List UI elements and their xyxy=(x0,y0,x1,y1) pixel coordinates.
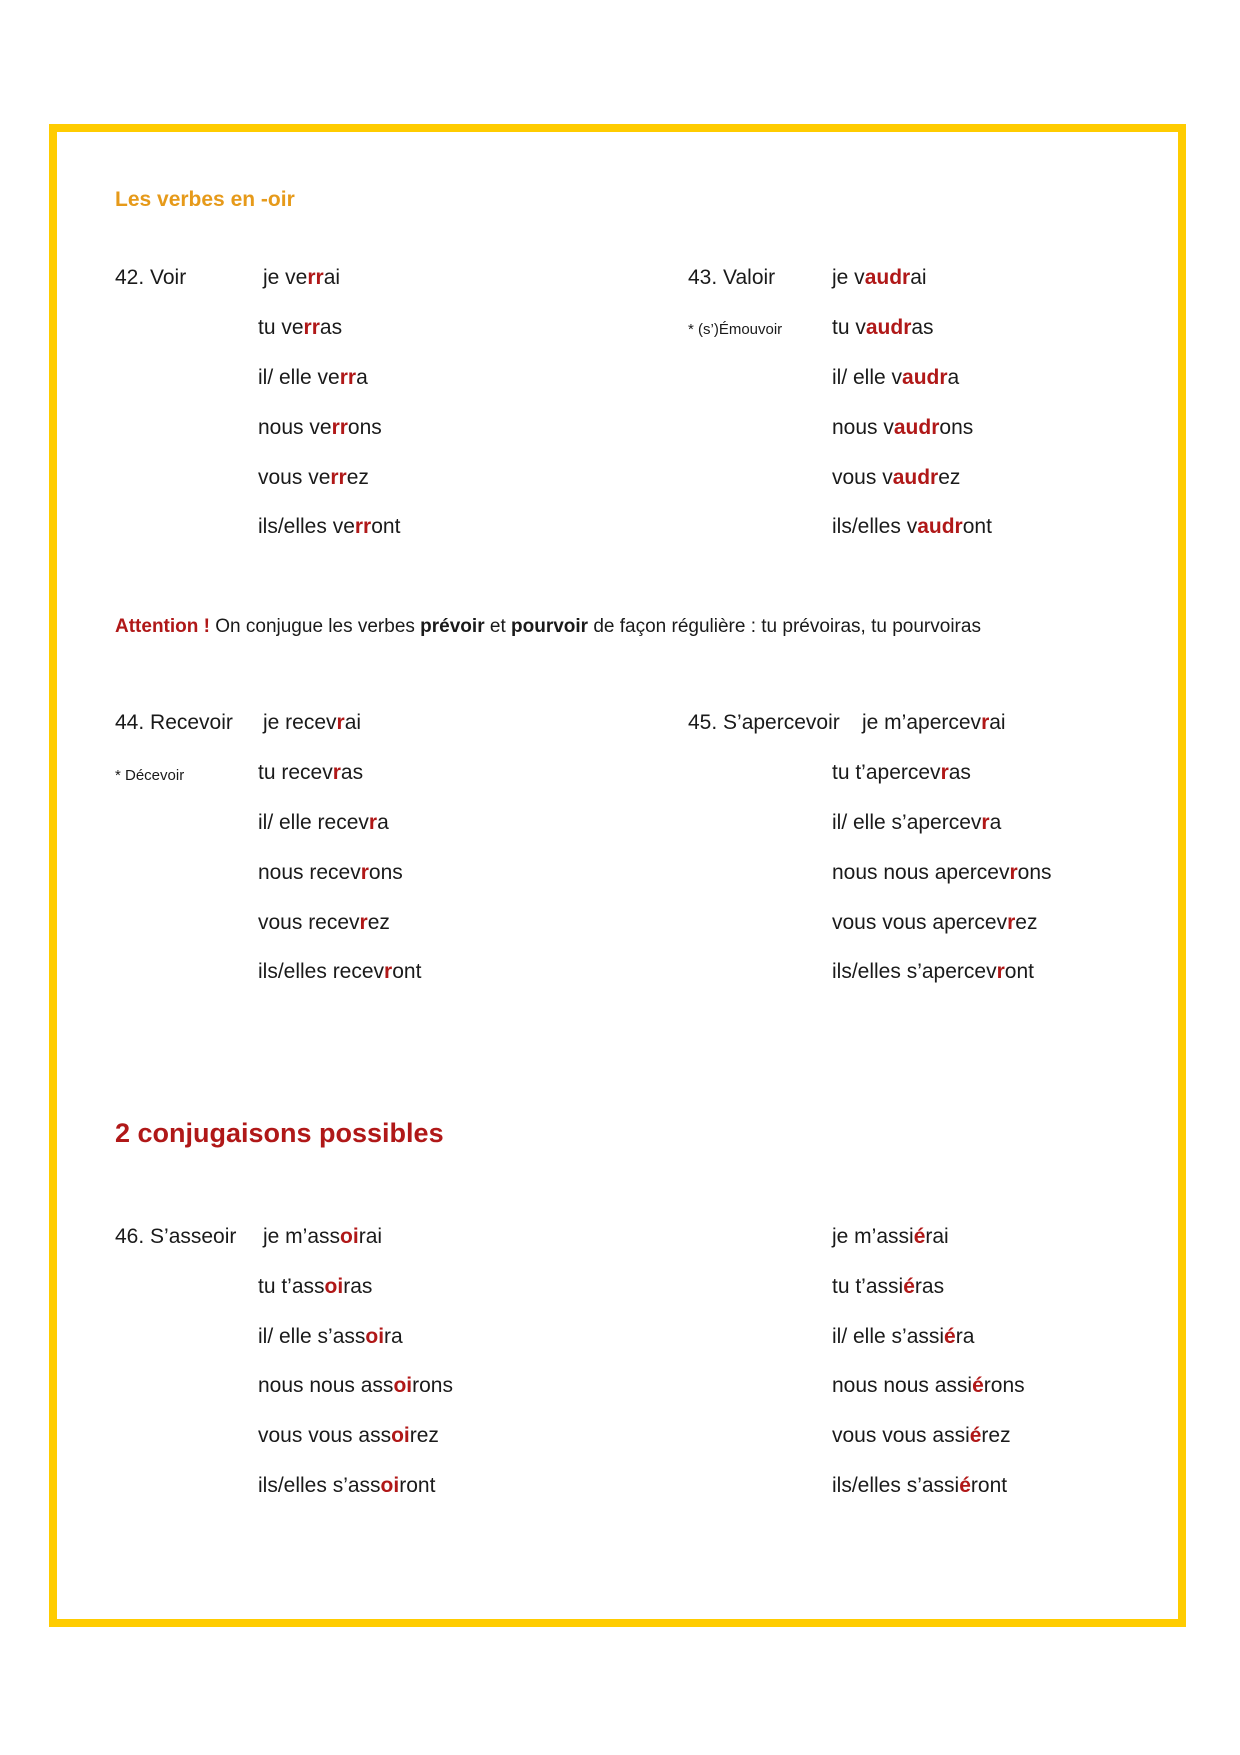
form-sapercevoir-nous: nous nous apercevrons xyxy=(832,861,1052,884)
form-sapercevoir-ils: ils/elles s’apercevront xyxy=(832,960,1034,983)
form-sasseoir-a-nous: nous nous assoirons xyxy=(258,1374,453,1397)
form-sasseoir-a-vous: vous vous assoirez xyxy=(258,1424,439,1447)
form-sasseoir-b-il: il/ elle s’assiéra xyxy=(832,1325,975,1348)
form-sasseoir-b-tu: tu t’assiéras xyxy=(832,1275,945,1298)
form-sasseoir-a-tu: tu t’assoiras xyxy=(258,1275,373,1298)
form-sapercevoir-il: il/ elle s’apercevra xyxy=(832,811,1002,834)
form-valoir-vous: vous vaudrez xyxy=(832,466,961,489)
form-recevoir-nous: nous recevrons xyxy=(258,861,403,884)
note-decevoir: * Décevoir xyxy=(115,767,185,784)
attention-note: Attention ! On conjugue les verbes prévoir et pourvoir de façon régulière : tu prévoiras, tu pourvoiras xyxy=(115,616,981,637)
form-sasseoir-b-vous: vous vous assiérez xyxy=(832,1424,1011,1447)
verb-label-valoir: 43. Valoir xyxy=(688,266,776,289)
note-emouvoir: * (s’)Émouvoir xyxy=(688,321,783,338)
form-sapercevoir-je: je m’apercevrai xyxy=(862,711,1006,734)
form-recevoir-tu: tu recevras xyxy=(258,761,364,784)
form-voir-je: je verrai xyxy=(263,266,341,289)
form-valoir-il: il/ elle vaudra xyxy=(832,366,960,389)
form-voir-vous: vous verrez xyxy=(258,466,369,489)
form-voir-nous: nous verrons xyxy=(258,416,382,439)
form-sasseoir-b-je: je m’assiérai xyxy=(832,1225,949,1248)
verb-label-recevoir: 44. Recevoir xyxy=(115,711,233,734)
verb-label-sasseoir: 46. S’asseoir xyxy=(115,1225,237,1248)
form-sapercevoir-vous: vous vous apercevrez xyxy=(832,911,1038,934)
form-sasseoir-b-nous: nous nous assiérons xyxy=(832,1374,1025,1397)
form-recevoir-ils: ils/elles recevront xyxy=(258,960,422,983)
verb-label-sapercevoir: 45. S’apercevoir xyxy=(688,711,840,734)
form-recevoir-vous: vous recevrez xyxy=(258,911,390,934)
form-sasseoir-a-ils: ils/elles s’assoiront xyxy=(258,1474,436,1497)
verb-label-voir: 42. Voir xyxy=(115,266,187,289)
form-voir-ils: ils/elles verront xyxy=(258,515,401,538)
section-title: Les verbes en -oir xyxy=(115,188,295,211)
form-sapercevoir-tu: tu t’apercevras xyxy=(832,761,971,784)
form-voir-il: il/ elle verra xyxy=(258,366,368,389)
form-valoir-nous: nous vaudrons xyxy=(832,416,974,439)
form-recevoir-je: je recevrai xyxy=(263,711,362,734)
form-recevoir-il: il/ elle recevra xyxy=(258,811,389,834)
form-valoir-tu: tu vaudras xyxy=(832,316,934,339)
form-sasseoir-b-ils: ils/elles s’assiéront xyxy=(832,1474,1008,1497)
form-sasseoir-a-je: je m’assoirai xyxy=(263,1225,383,1248)
form-valoir-ils: ils/elles vaudront xyxy=(832,515,992,538)
form-valoir-je: je vaudrai xyxy=(832,266,927,289)
subtitle-two-conjugations: 2 conjugaisons possibles xyxy=(115,1118,444,1148)
form-voir-tu: tu verras xyxy=(258,316,343,339)
form-sasseoir-a-il: il/ elle s’assoira xyxy=(258,1325,403,1348)
